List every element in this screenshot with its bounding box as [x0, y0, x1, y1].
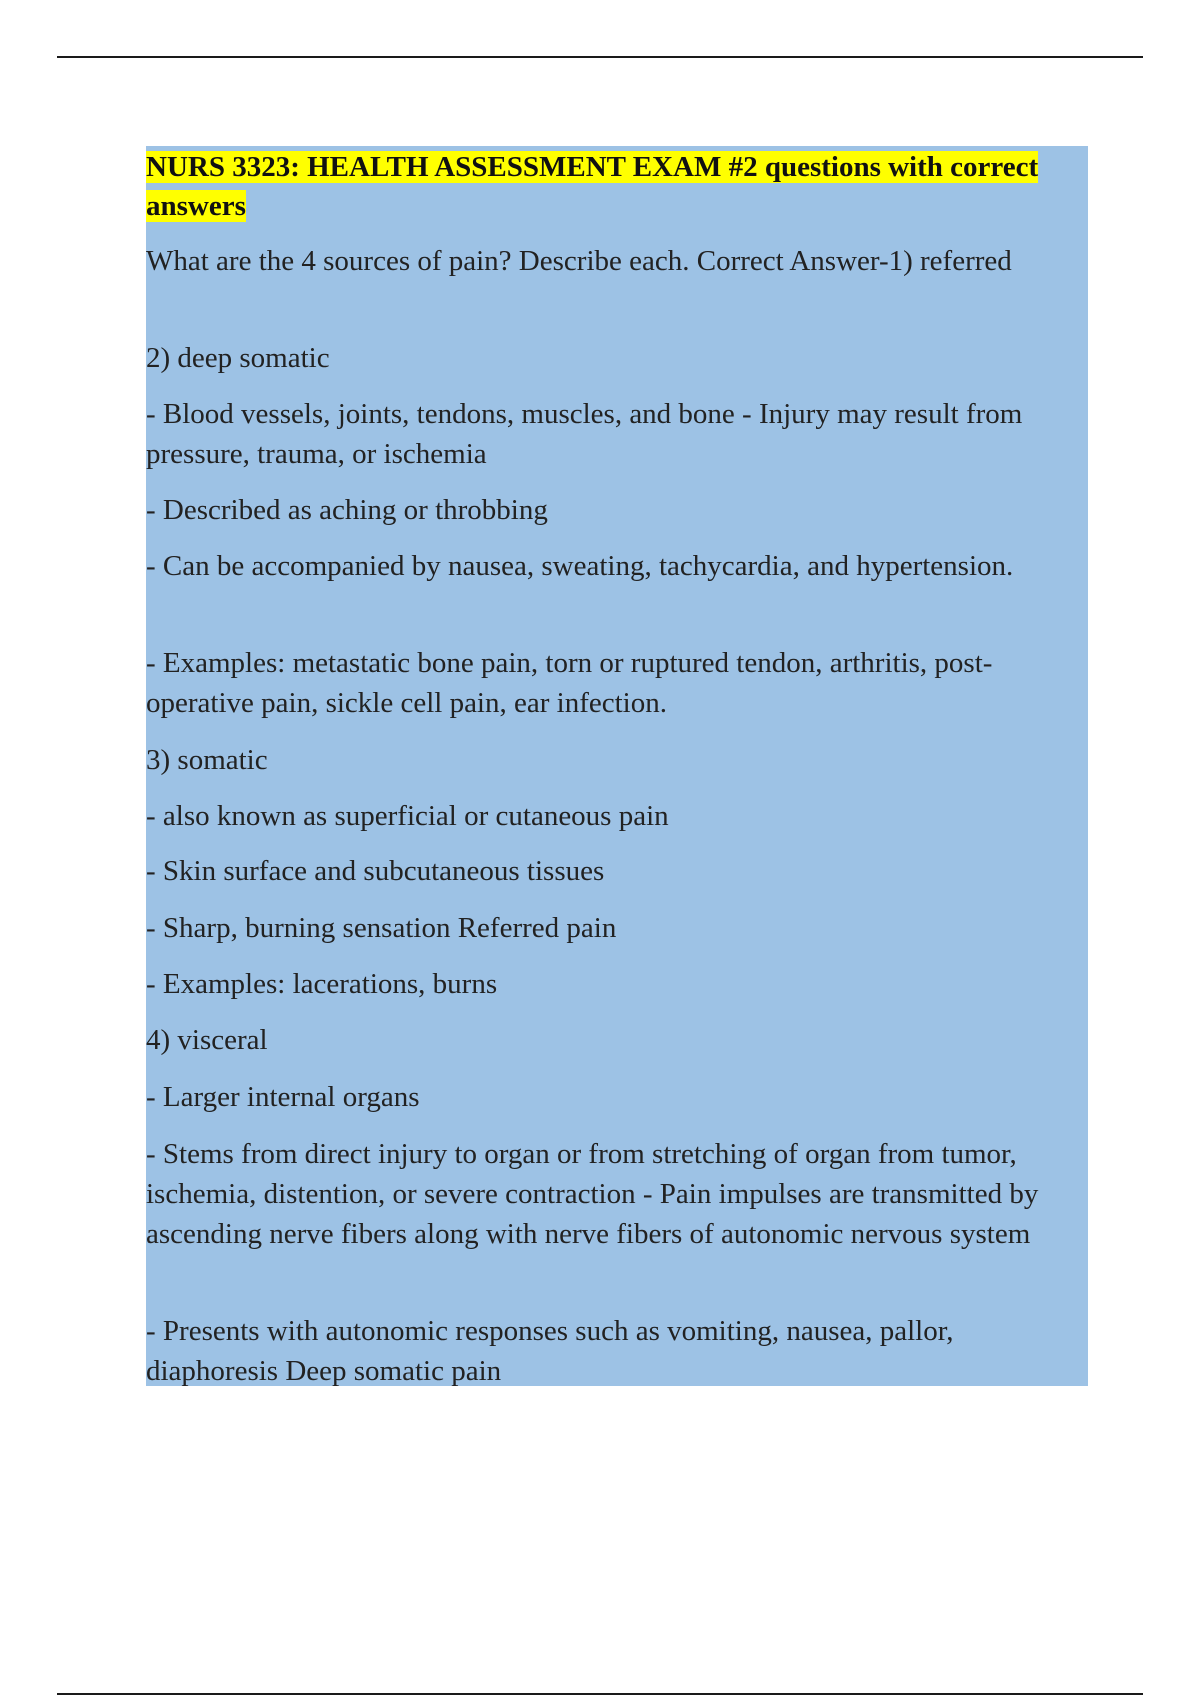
paragraph-deep-somatic-symptoms: - Can be accompanied by nausea, sweating, tachycardia, and hypertension.: [146, 550, 1014, 582]
bottom-rule: [57, 1693, 1143, 1695]
paragraph-visceral-responses: - Presents with autonomic responses such as vomiting, nausea, pallor, diaphoresis Deep somatic pain: [146, 1315, 954, 1387]
paragraph-question: What are the 4 sources of pain? Describe each. Correct Answer-1) referred: [146, 245, 1012, 277]
paragraph-somatic-examples: - Examples: lacerations, burns: [146, 968, 498, 1000]
paragraph-visceral-heading: 4) visceral: [146, 1024, 268, 1056]
paragraph-deep-somatic-examples: - Examples: metastatic bone pain, torn or ruptured tendon, arthritis, post-operative pain, sickle cell pain, ear infection.: [146, 647, 993, 719]
paragraph-visceral-sources: - Larger internal organs: [146, 1081, 420, 1113]
paragraph-somatic-sources: - Skin surface and subcutaneous tissues: [146, 855, 605, 887]
paragraph-deep-somatic-description: - Described as aching or throbbing: [146, 494, 548, 526]
paragraph-somatic-heading: 3) somatic: [146, 744, 268, 776]
document-title: [146, 148, 1088, 226]
title-text: NURS 3323: HEALTH ASSESSMENT EXAM #2 questions with correct answers: [146, 151, 1039, 222]
paragraph-visceral-cause: - Stems from direct injury to organ or from stretching of organ from tumor, ischemia, distention, or severe contraction - Pain impulses are transmitted by ascending nerve fibers along with nerve fibers of autonomic nervous system: [146, 1138, 1039, 1250]
top-rule: [57, 56, 1143, 58]
paragraph-somatic-description: - Sharp, burning sensation Referred pain: [146, 912, 617, 944]
paragraph-deep-somatic-sources: - Blood vessels, joints, tendons, muscles, and bone - Injury may result from pressure, trauma, or ischemia: [146, 398, 1023, 470]
paragraph-deep-somatic-heading: 2) deep somatic: [146, 342, 330, 374]
paragraph-somatic-aka: - also known as superficial or cutaneous pain: [146, 800, 669, 832]
